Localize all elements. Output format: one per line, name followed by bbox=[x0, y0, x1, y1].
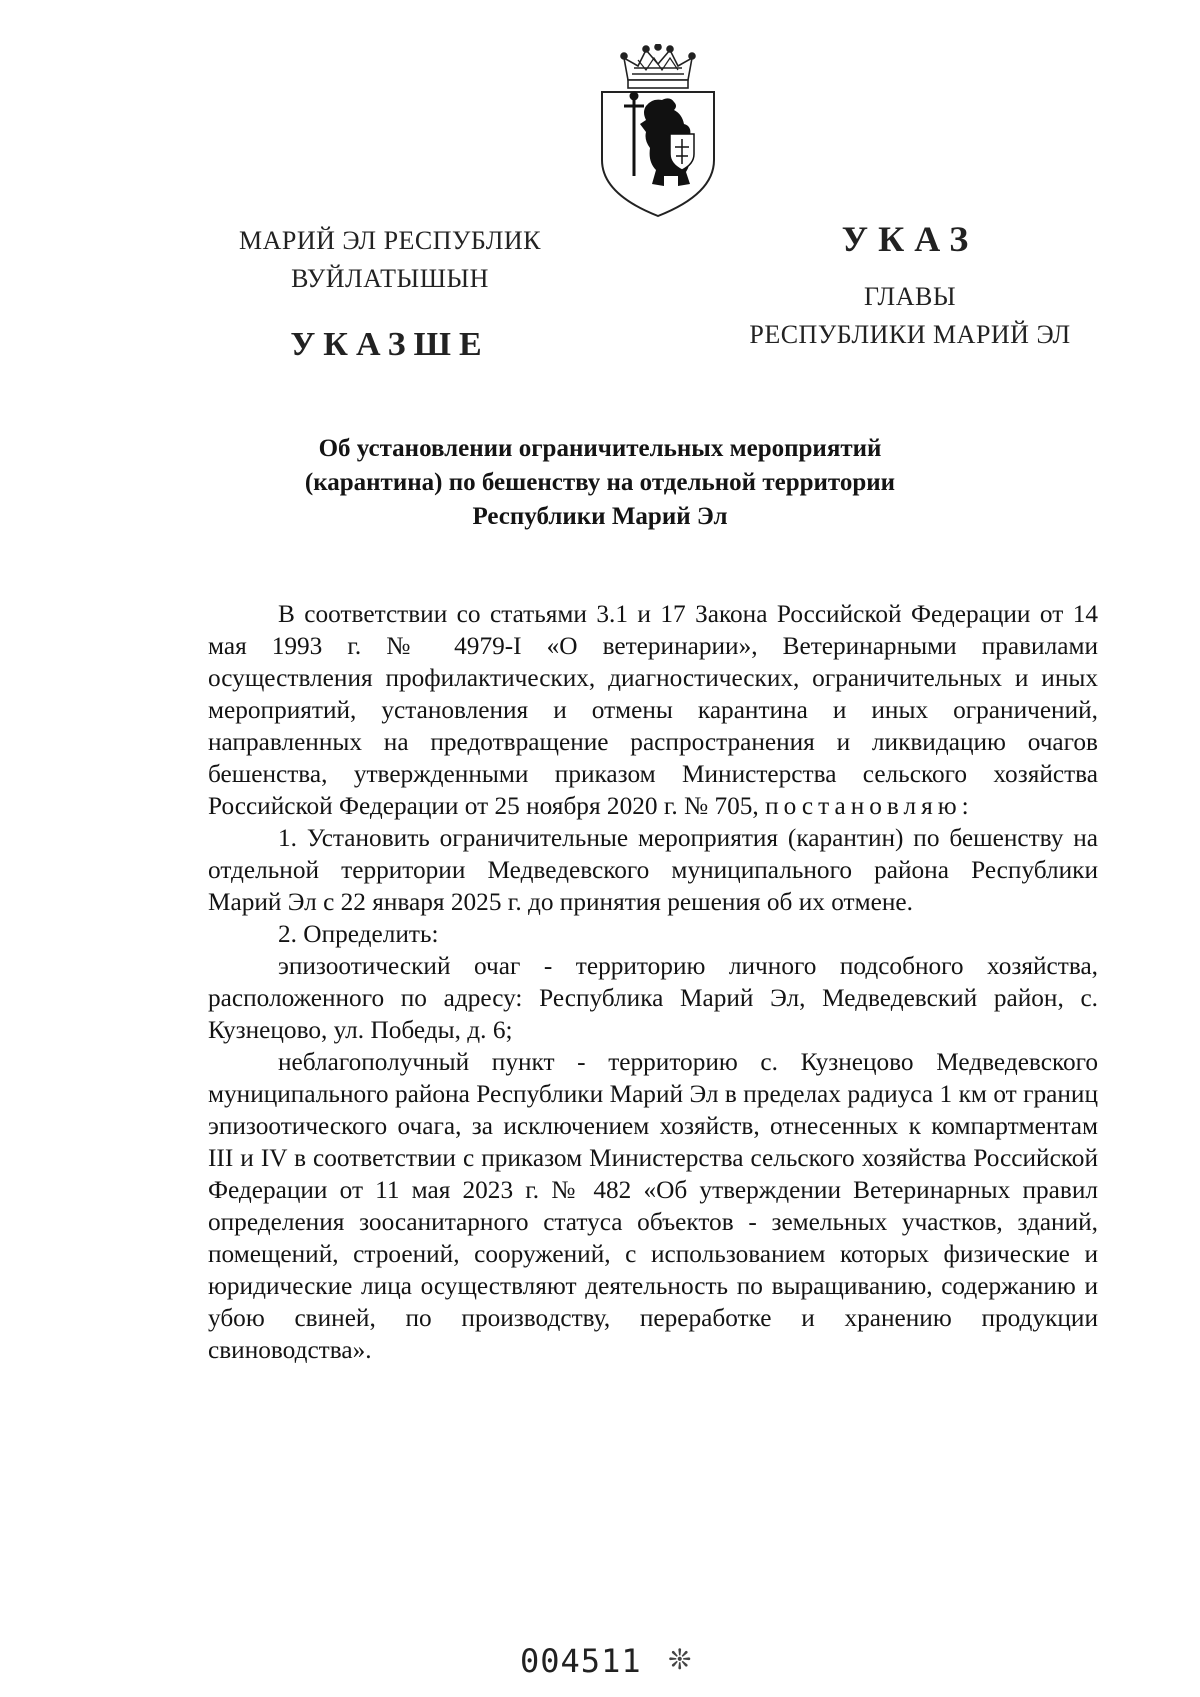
preamble-decree-word: постановляю: bbox=[765, 792, 974, 820]
paragraph-preamble bbox=[208, 598, 1098, 822]
header-left-line1: МАРИЙ ЭЛ РЕСПУБЛИК bbox=[239, 226, 541, 255]
header-left-title: УКАЗШЕ bbox=[290, 326, 490, 363]
paragraph-affected-area: неблагополучный пункт - территорию с. Кузнецово Медведевского муниципального района Республики Марий Эл в пределах радиуса 1 км от границ эпизоотического очага, за исключением хозяйств, отнесенных к компартментам III и IV в соответствии с приказом Министерства сельского хозяйства Российской Федерации от 11 мая 2023 г. № 482 «Об утверждении Ветеринарных правил определения зоосанитарного статуса объектов - земельных участков, зданий, помещений, строений, сооружений, с использованием которых физические и юридические лица осуществляют деятельность по выращиванию, содержанию и убою свиней, по производству, переработке и хранению продукции свиноводства». bbox=[208, 1048, 1098, 1364]
title-line3: Республики Марий Эл bbox=[472, 503, 728, 530]
header-left bbox=[140, 222, 640, 364]
document-serial-number: 004511 bbox=[520, 1642, 642, 1680]
paragraph-item-2: 2. Определить: bbox=[278, 920, 439, 948]
title-line2: (карантина) по бешенству на отдельной территории bbox=[304, 469, 896, 496]
header-right-line1: ГЛАВЫ bbox=[863, 282, 956, 311]
paragraph-epizootic-focus: эпизоотический очаг - территорию личного подсобного хозяйства, расположенного по адресу: Республика Марий Эл, Медведевский район, с. Кузнецово, ул. Победы, д. 6; bbox=[208, 952, 1098, 1044]
header-left-line2: ВУЙЛАТЫШЫН bbox=[291, 264, 489, 293]
coat-of-arms-emblem bbox=[594, 44, 722, 220]
ornament-mark-icon: ❊ bbox=[668, 1645, 692, 1676]
title-line1: Об установлении ограничительных мероприятий bbox=[318, 435, 882, 462]
header-right bbox=[660, 214, 1160, 354]
paragraph-item-1: 1. Установить ограничительные мероприятия (карантин) по бешенству на отдельной территории Медведевского муниципального района Республики Марий Эл с 22 января 2025 г. до принятия решения об их отмене. bbox=[208, 824, 1098, 916]
small-shield-icon bbox=[670, 134, 694, 170]
document-title bbox=[200, 432, 1000, 534]
header-right-line2: РЕСПУБЛИКИ МАРИЙ ЭЛ bbox=[749, 320, 1071, 349]
crown-icon bbox=[621, 44, 695, 88]
preamble-text: В соответствии со статьями 3.1 и 17 Закона Российской Федерации от 14 мая 1993 г. № 4979-I «О ветеринарии», Ветеринарными правилами осуществления профилактических, диагностических, ограничительных и иных мероприятий, установления и отмены карантина и иных ограничений, направленных на предотвращение распространения и ликвидацию очагов бешенства, утвержденными приказом Министерства сельского хозяйства Российской Федерации от 25 ноября 2020 г. № 705, bbox=[208, 600, 1098, 820]
document-body bbox=[208, 598, 1098, 1366]
header-right-title: УКАЗ bbox=[841, 219, 979, 259]
